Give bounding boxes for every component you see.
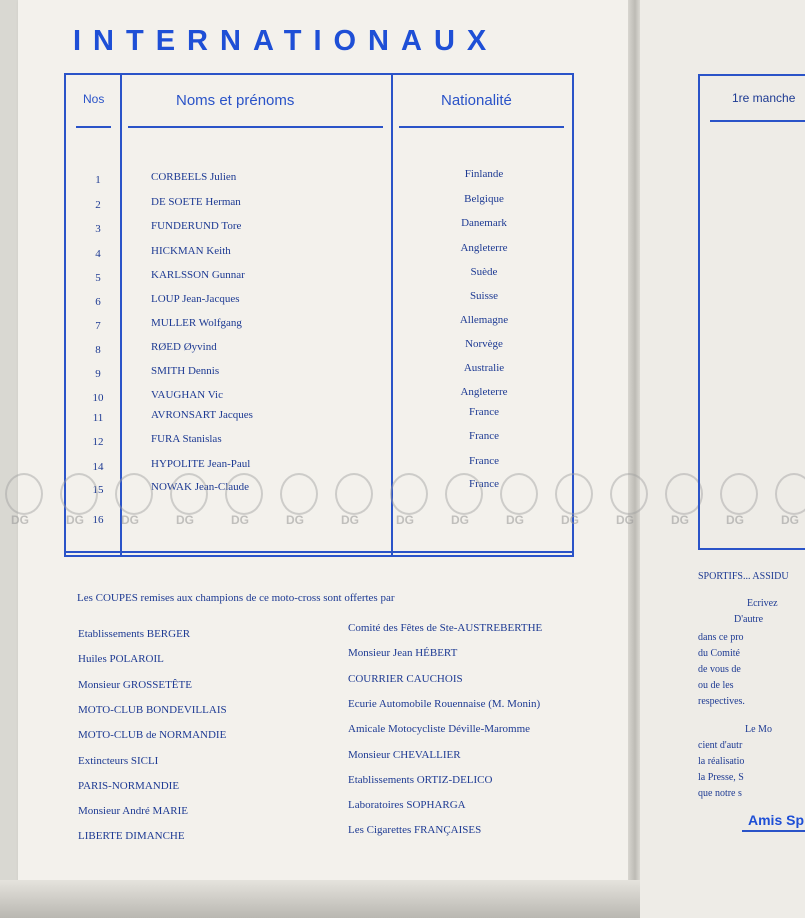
row-nationality: Finlande [464,168,504,180]
watermark-text: DG [671,513,689,527]
row-number: 9 [95,368,101,380]
header-rule-num [76,126,111,128]
row-number: 11 [92,412,104,424]
row-number: 5 [95,272,101,284]
watermark-text: DG [616,513,634,527]
header-num: Nos [83,92,105,106]
row-number: 1 [95,174,101,186]
watermark-text: DG [66,513,84,527]
row-name: KARLSSON Gunnar [151,269,245,281]
watermark-text: DG [781,513,799,527]
row-nationality: Belgique [464,193,504,205]
sponsor-right: COURRIER CAUCHOIS [348,672,463,685]
sponsor-left: Monsieur GROSSETÊTE [78,678,192,691]
sponsor-left: Huiles POLAROIL [78,653,164,666]
right-footer-bold: Amis Sp [748,812,805,828]
watermark-text: DG [121,513,139,527]
sponsor-right: Comité des Fêtes de Ste-AUSTREBERTHE [348,622,543,634]
page-title: INTERNATIONAUX [73,25,499,57]
watermark-text: DG [451,513,469,527]
right-table-box [698,74,805,550]
row-number: 15 [92,484,104,496]
watermark-text: DG [726,513,744,527]
row-name: AVRONSART Jacques [151,409,253,421]
sponsor-left: MOTO-CLUB de NORMANDIE [78,729,227,742]
right-footer-rule [742,830,805,832]
right-line: respectives. [698,696,745,707]
row-number: 7 [95,320,101,332]
right-line: ou de les [698,680,734,691]
row-number: 16 [92,514,104,526]
row-name: NOWAK Jean-Claude [151,481,250,493]
row-number: 14 [92,461,104,473]
table-divider-nationality [391,75,393,555]
watermark-text: DG [286,513,304,527]
row-name: HYPOLITE Jean-Paul [151,458,251,470]
row-nationality: Norvège [465,338,503,350]
row-nationality: France [469,406,499,418]
row-name: FURA Stanislas [151,433,222,445]
sponsors-intro: Les COUPES remises aux champions de ce moto-cross sont offertes par [77,592,395,604]
header-rule-nationality [399,126,564,128]
row-nationality: Allemagne [459,314,509,326]
row-nationality: France [469,455,499,467]
right-line: Le Mo [745,724,772,735]
sponsor-right: Amicale Motocycliste Déville-Maromme [348,723,531,736]
right-heading: SPORTIFS... ASSIDU [698,571,789,582]
row-name: VAUGHAN Vic [151,389,223,401]
right-header-rule [710,120,805,122]
row-nationality: Angleterre [460,386,508,398]
row-number: 3 [95,223,101,235]
sponsor-left: Etablissements BERGER [78,628,191,640]
sponsor-right: Monsieur Jean HÉBERT [348,647,458,660]
row-number: 2 [95,199,101,211]
right-line: dans ce pro [698,632,744,643]
sponsor-left: Extincteurs SICLI [78,754,159,767]
right-line: cient d'autr [698,740,743,751]
sponsor-right: Ecurie Automobile Rouennaise (M. Monin) [348,697,541,710]
table-bottom-rule [66,551,572,553]
row-name: CORBEELS Julien [151,171,237,183]
row-nationality: Suisse [469,290,499,302]
watermark-text: DG [176,513,194,527]
row-number: 8 [95,344,101,356]
row-nationality: Angleterre [460,242,508,254]
watermark-text: DG [231,513,249,527]
sponsor-right: Etablissements ORTIZ-DELICO [348,773,493,786]
sponsor-left: MOTO-CLUB BONDEVILLAIS [78,703,227,716]
row-nationality: France [469,430,499,442]
sponsor-left: PARIS-NORMANDIE [78,779,180,792]
row-number: 12 [92,436,104,448]
row-number: 10 [92,392,104,404]
right-line: de vous de [698,664,741,675]
header-nationality: Nationalité [441,92,512,109]
sponsor-right: Monsieur CHEVALLIER [348,748,461,761]
watermark-text: DG [396,513,414,527]
row-name: MULLER Wolfgang [151,317,242,329]
sponsor-right: Les Cigarettes FRANÇAISES [348,824,482,837]
sponsor-left: Monsieur André MARIE [78,805,188,818]
row-nationality: Danemark [461,217,507,229]
table-divider-num [120,75,122,555]
watermark-text: DG [561,513,579,527]
row-number: 6 [95,296,101,308]
row-name: DE SOETE Herman [151,196,241,208]
row-number: 4 [95,248,101,260]
right-line: D'autre [734,614,764,625]
right-line: la réalisatio [698,756,745,767]
watermark-text: DG [341,513,359,527]
page-bottom-edge [0,880,640,918]
right-line: que notre s [698,788,742,799]
header-rule-names [128,126,383,128]
row-nationality: Suède [470,266,498,278]
right-header-manche: 1re manche [732,91,796,105]
row-name: RØED Øyvind [151,341,217,353]
right-line: Ecrivez [747,598,778,609]
sponsor-left: LIBERTE DIMANCHE [78,830,185,843]
row-nationality: Australie [463,362,505,374]
row-name: LOUP Jean-Jacques [151,293,240,305]
watermark-text: DG [11,513,29,527]
right-line: la Presse, S [698,772,744,783]
row-nationality: France [469,478,499,490]
row-name: HICKMAN Keith [151,245,231,257]
sponsor-right: Laboratoires SOPHARGA [348,799,466,812]
right-line: du Comité [698,648,740,659]
row-name: FUNDERUND Tore [151,220,242,232]
watermark-text: DG [506,513,524,527]
header-names: Noms et prénoms [176,92,295,109]
row-name: SMITH Dennis [151,365,220,377]
